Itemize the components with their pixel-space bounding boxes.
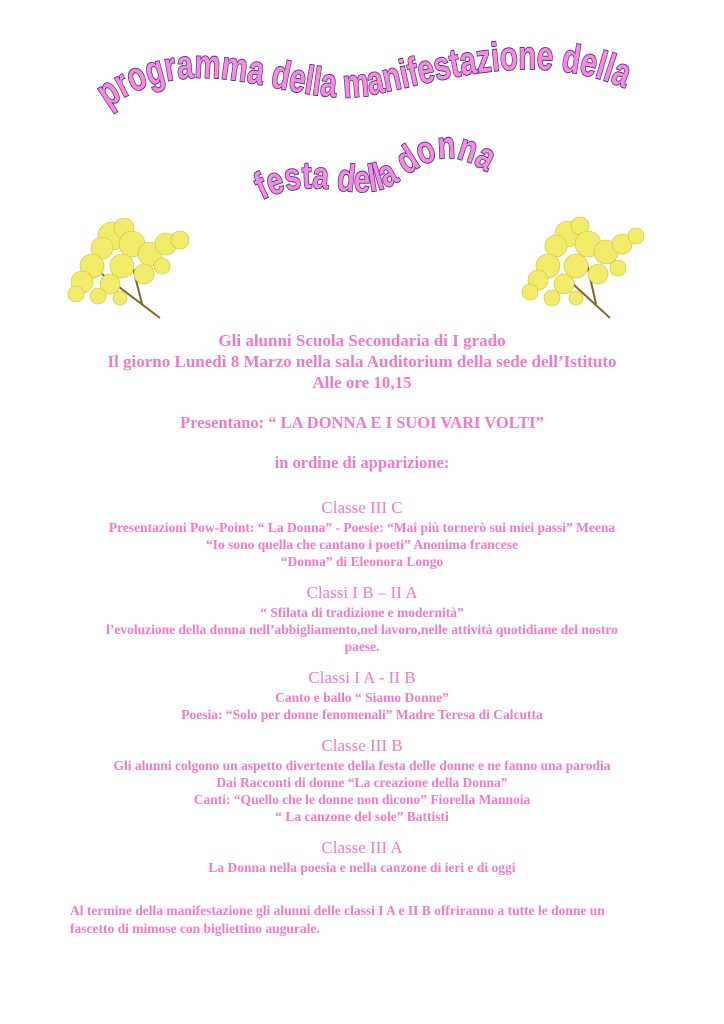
class-line: l’evoluzione della donna nell’abbigliamento,nel lavoro,nelle attività quotidiane del nostro [106, 622, 618, 637]
class-heading: Classe III B [321, 736, 403, 755]
order-heading: in ordine di apparizione: [274, 453, 450, 472]
class-line: Presentazioni Pow-Point: “ La Donna” - Poesie: “Mai più tornerò sui miei passi” Meena [108, 520, 616, 535]
class-line: Poesia: “Solo per donne fenomenali” Madre Teresa di Calcutta [181, 707, 543, 722]
class-line: “ Sfilata di tradizione e modernità” [260, 605, 464, 620]
class-section [0, 667, 724, 723]
class-section [0, 497, 724, 570]
intro-block [0, 330, 724, 393]
intro-line: Il giorno Lunedì 8 Marzo nella sala Auditorium della sede dell’Istituto [107, 352, 617, 371]
class-heading: Classi I A - II B [308, 668, 416, 687]
class-line: La Donna nella poesia e nella canzone di ieri e di oggi [208, 860, 516, 875]
presentation-title: Presentano: “ LA DONNA E I SUOI VARI VOLTI” [180, 413, 544, 432]
intro-line: Alle ore 10,15 [312, 373, 412, 392]
class-line: paese. [344, 639, 380, 654]
class-line: Canti: “Quello che le donne non dicono” Fiorella Mannoia [193, 792, 531, 807]
closing-line: Al termine della manifestazione gli alunni delle classi I A e II B offriranno a tutte le donne un [70, 903, 605, 918]
class-line: “ La canzone del sole” Battisti [275, 809, 449, 824]
class-line: “Io sono quella che cantano i poeti” Anonima francese [205, 537, 518, 552]
class-section [0, 582, 724, 655]
intro-line: Gli alunni Scuola Secondaria di I grado [218, 331, 506, 350]
title-line-1: programma della manifestazione della [88, 33, 643, 116]
mimosa-icon [512, 214, 652, 324]
class-heading: Classi I B – II A [306, 583, 418, 602]
class-heading: Classe III C [321, 498, 403, 517]
closing-note [70, 902, 670, 938]
wordart-title [0, 0, 724, 230]
class-line: Gli alunni colgono un aspetto divertente della festa delle donne e ne fanno una parodia [113, 758, 611, 773]
class-line: “Donna” di Eleonora Longo [280, 554, 444, 569]
class-section [0, 837, 724, 876]
closing-line: fascetto di mimose con bigliettino augurale. [70, 921, 320, 936]
class-line: Canto e ballo “ Siamo Donne” [275, 690, 449, 705]
class-section [0, 735, 724, 825]
class-heading: Classe III A [321, 838, 403, 857]
mimosa-icon [62, 214, 202, 324]
title-line-2: festa della donna [248, 124, 508, 209]
program-body [0, 330, 724, 876]
class-line: Dai Racconti di donne “La creazione della Donna” [216, 775, 508, 790]
